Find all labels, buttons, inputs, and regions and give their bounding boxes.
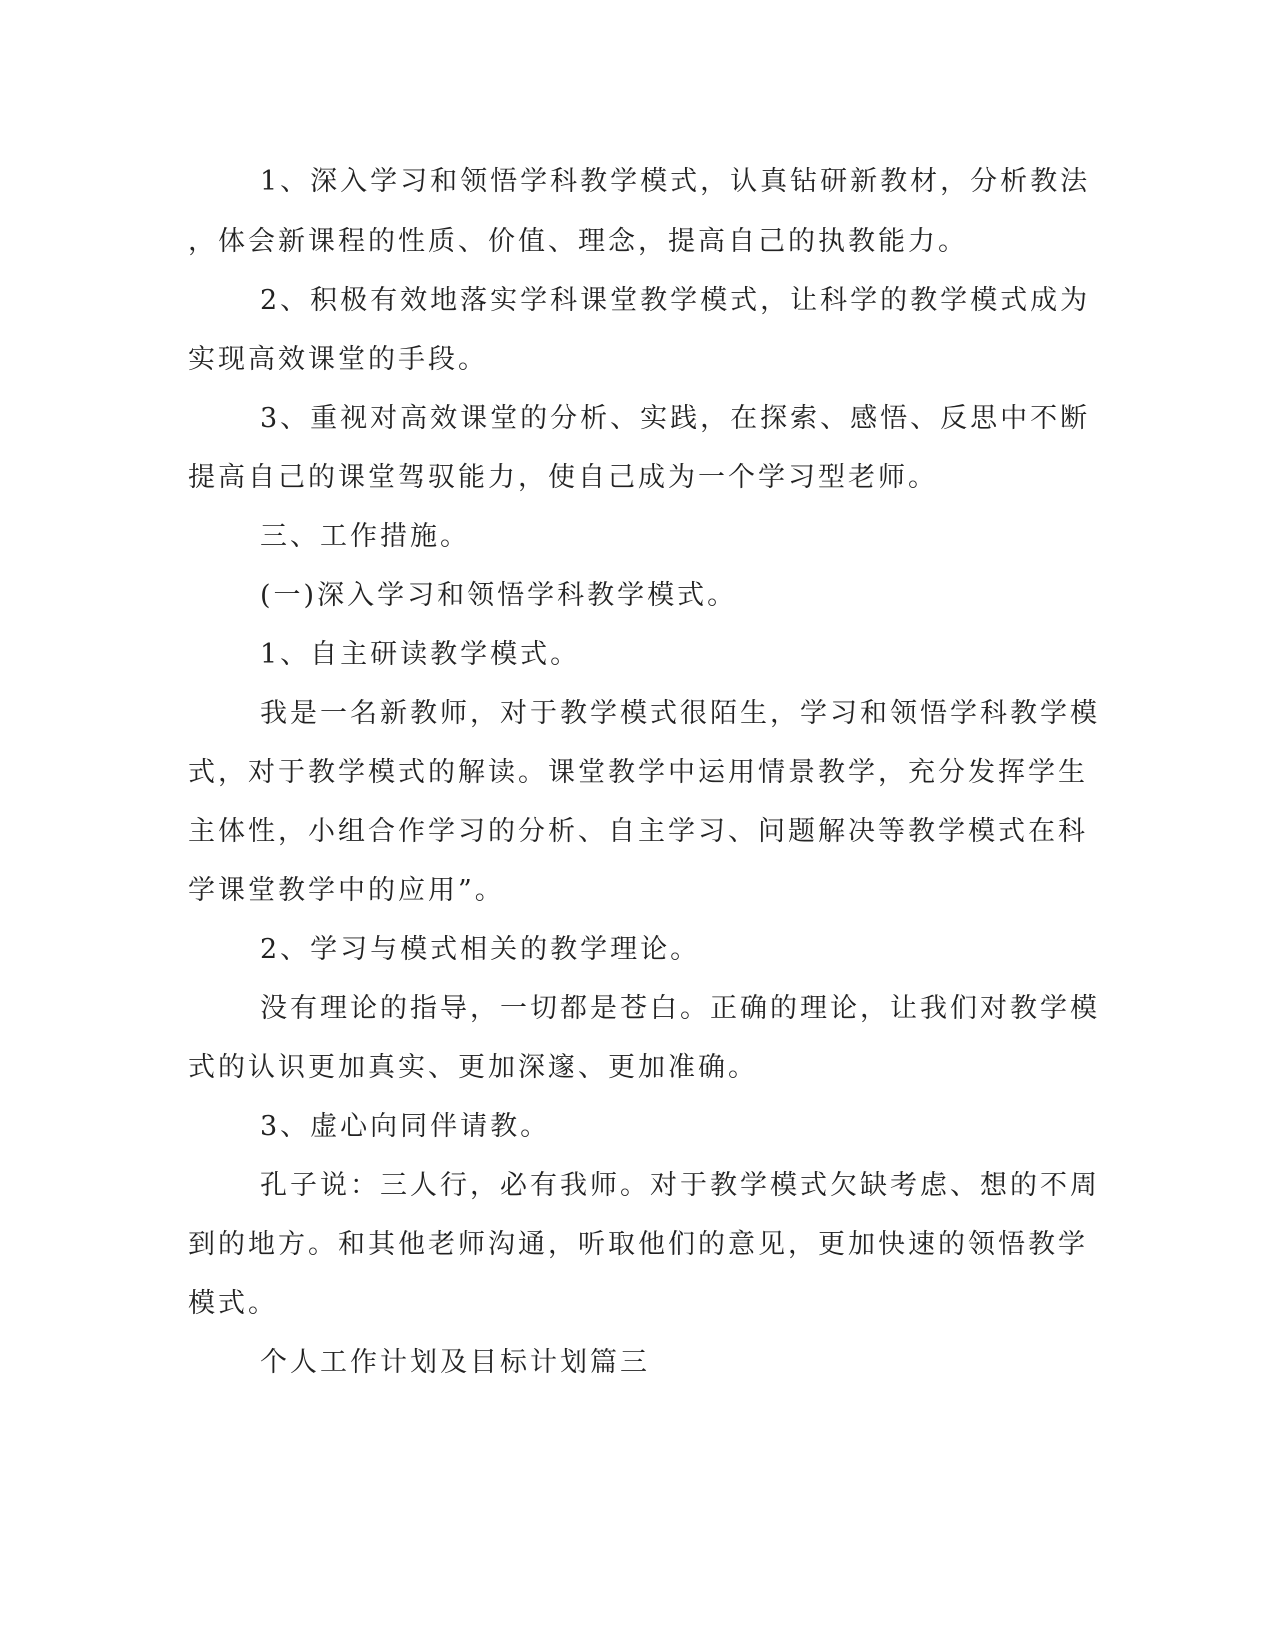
text-line: 2、积极有效地落实学科课堂教学模式，让科学的教学模式成为 (260, 285, 1091, 316)
item-heading: 3、虚心向同伴请教。 (260, 1111, 551, 1142)
text-line: 3、重视对高效课堂的分析、实践，在探索、感悟、反思中不断 (260, 403, 1091, 434)
text-line: 式的认识更加真实、更加深邃、更加准确。 (188, 1052, 758, 1083)
item-heading: 2、学习与模式相关的教学理论。 (260, 934, 701, 965)
item-heading: 1、自主研读教学模式。 (260, 639, 581, 670)
section-heading: 三、工作措施。 (260, 521, 470, 552)
text-line: 学课堂教学中的应用”。 (188, 875, 505, 906)
text-line: 主体性，小组合作学习的分析、自主学习、问题解决等教学模式在科 (188, 816, 1088, 847)
text-line: 提高自己的课堂驾驭能力，使自己成为一个学习型老师。 (188, 462, 938, 493)
chapter-title: 个人工作计划及目标计划篇三 (260, 1347, 650, 1378)
text-line: 到的地方。和其他老师沟通，听取他们的意见，更加快速的领悟教学 (188, 1229, 1088, 1260)
text-line: 1、深入学习和领悟学科教学模式，认真钻研新教材，分析教法 (260, 166, 1091, 197)
text-line: 模式。 (188, 1288, 278, 1319)
text-line: 实现高效课堂的手段。 (188, 344, 488, 375)
text-line: ，体会新课程的性质、价值、理念，提高自己的执教能力。 (188, 226, 968, 257)
subsection-heading: (一)深入学习和领悟学科教学模式。 (260, 580, 738, 611)
text-line: 没有理论的指导，一切都是苍白。正确的理论，让我们对教学模 (260, 993, 1100, 1024)
text-line: 孔子说：三人行，必有我师。对于教学模式欠缺考虑、想的不周 (260, 1170, 1100, 1201)
text-line: 我是一名新教师，对于教学模式很陌生，学习和领悟学科教学模 (260, 698, 1100, 729)
text-line: 式，对于教学模式的解读。课堂教学中运用情景教学，充分发挥学生 (188, 757, 1088, 788)
